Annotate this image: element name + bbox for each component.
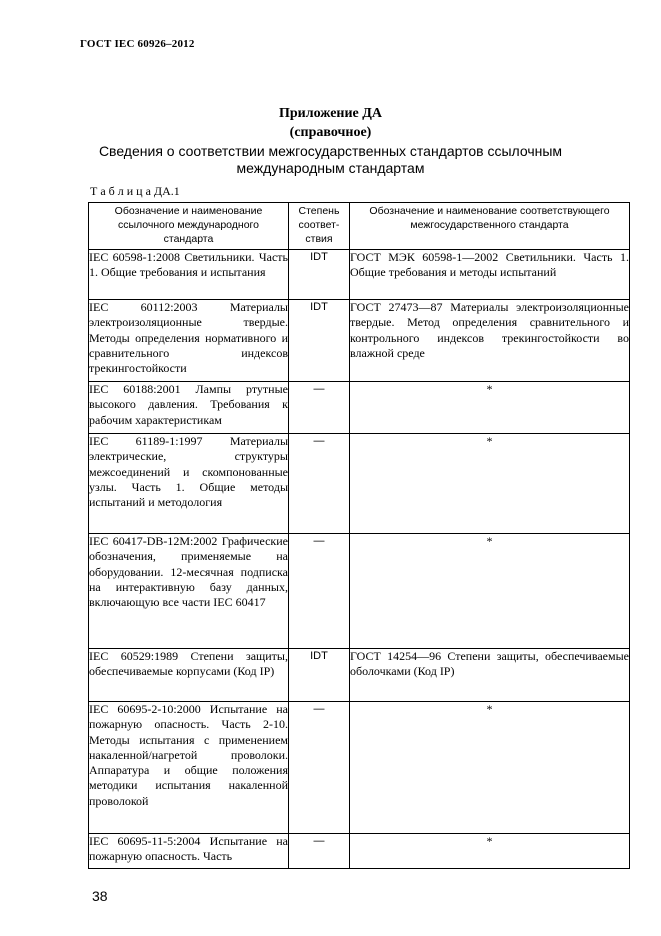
table-caption: Т а б л и ц а ДА.1 xyxy=(90,184,180,198)
degree-cell: IDT xyxy=(289,300,350,382)
degree-cell: IDT xyxy=(289,649,350,702)
appendix-title: Приложение ДА xyxy=(278,106,383,121)
table-row xyxy=(89,382,630,434)
document-header: ГОСТ IEC 60926–2012 xyxy=(80,38,195,50)
ref-standard-cell: IEC 60529:1989 Степени защиты, обеспечиваемые корпусами (Код IP) xyxy=(89,649,289,702)
ref-standard-cell: IEC 60112:2003 Материалы электроизоляционные твердые. Методы определения нормативного и сравнительного индексов трекингостойкости xyxy=(89,300,289,382)
ref-standard-cell: IEC 60695-2-10:2000 Испытание на пожарную опасность. Часть 2-10. Методы испытания с применением накаленной/нагретой проволоки. Аппаратура и общие положения методики испытания накаленной проволокой xyxy=(89,702,289,834)
ref-standard-cell: IEC 61189-1:1997 Материалы электрические, структуры межсоединений и скомпонованные узлы. Часть 1. Общие методы испытаний и методология xyxy=(89,434,289,534)
ref-standard-cell: IEC 60695-11-5:2004 Испытание на пожарную опасность. Часть xyxy=(89,834,289,869)
table-header-row xyxy=(89,203,630,250)
national-standard-cell: * xyxy=(350,382,630,434)
national-standard-cell: * xyxy=(350,834,630,869)
table-row xyxy=(89,702,630,834)
appendix-subtitle: (справочное) xyxy=(289,125,372,140)
table-row xyxy=(89,834,630,869)
degree-cell: — xyxy=(289,434,350,534)
appendix-heading-line1: Сведения о соответствии межгосударственных стандартов ссылочным xyxy=(98,143,563,159)
table-row xyxy=(89,649,630,702)
degree-cell: IDT xyxy=(289,250,350,300)
correspondence-table xyxy=(88,202,630,869)
degree-cell: — xyxy=(289,534,350,649)
page-number: 38 xyxy=(92,888,108,904)
header-degree: Степень соответ-ствия xyxy=(289,203,350,250)
degree-cell: — xyxy=(289,382,350,434)
table-row xyxy=(89,434,630,534)
ref-standard-cell: IEC 60598-1:2008 Светильники. Часть 1. Общие требования и испытания xyxy=(89,250,289,300)
table-row xyxy=(89,250,630,300)
table-row xyxy=(89,300,630,382)
table-row xyxy=(89,534,630,649)
national-standard-cell: ГОСТ 27473—87 Материалы электроизоляционные твердые. Метод определения сравнительного и контрольного индексов трекингостойкости во влажной среде xyxy=(350,300,630,382)
degree-cell: — xyxy=(289,834,350,869)
national-standard-cell: ГОСТ МЭК 60598-1—2002 Светильники. Часть 1. Общие требования и методы испытаний xyxy=(350,250,630,300)
national-standard-cell: * xyxy=(350,702,630,834)
national-standard-cell: * xyxy=(350,434,630,534)
national-standard-cell: ГОСТ 14254—96 Степени защиты, обеспечиваемые оболочками (Код IP) xyxy=(350,649,630,702)
header-reference-standard: Обозначение и наименование ссылочного международного стандарта xyxy=(89,203,289,250)
appendix-heading-line2: международным стандартам xyxy=(236,160,425,176)
ref-standard-cell: IEC 60417-DB-12M:2002 Графические обозначения, применяемые на оборудовании. 12-месячная подписка на интерактивную базу данных, включающую все части IEC 60417 xyxy=(89,534,289,649)
header-national-standard: Обозначение и наименование соответствующего межгосударственного стандарта xyxy=(350,203,630,250)
ref-standard-cell: IEC 60188:2001 Лампы ртутные высокого давления. Требования к рабочим характеристикам xyxy=(89,382,289,434)
national-standard-cell: * xyxy=(350,534,630,649)
degree-cell: — xyxy=(289,702,350,834)
